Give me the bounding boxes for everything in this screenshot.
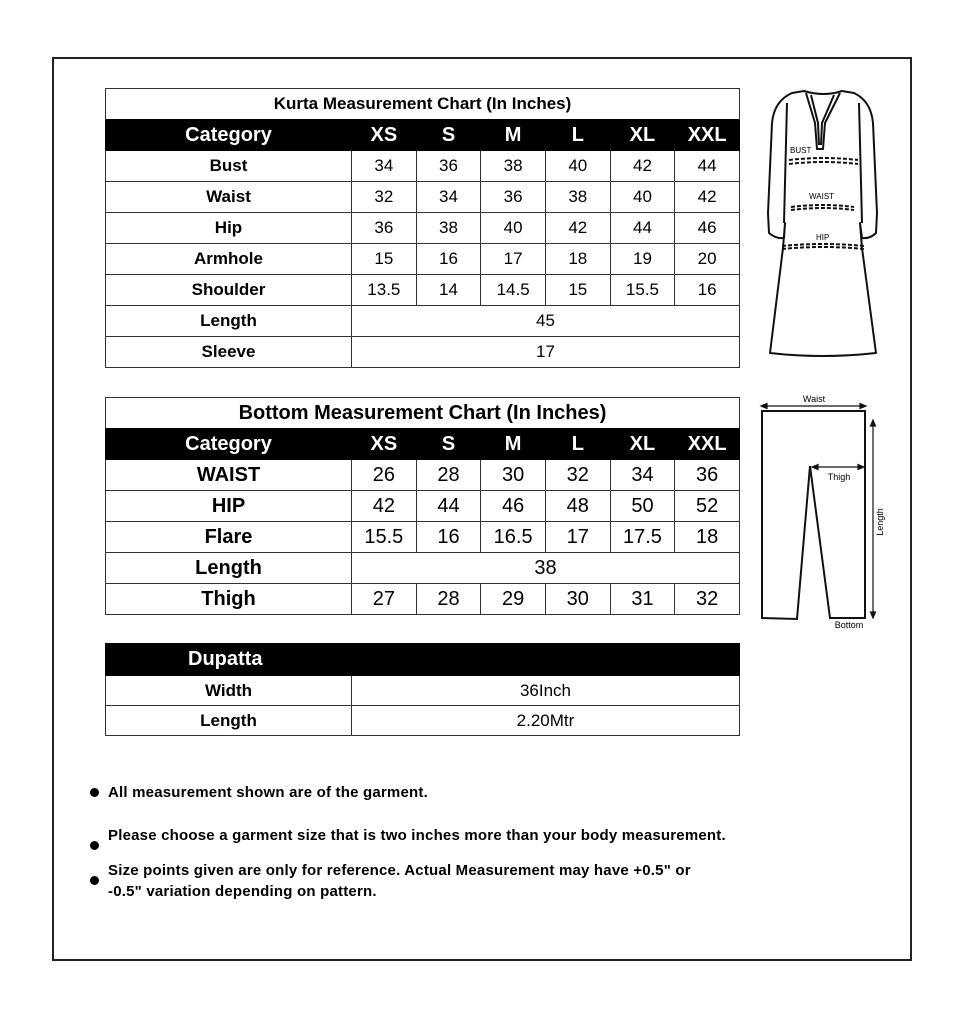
note-text: Please choose a garment size that is two inches more than your body measurement. — [108, 827, 726, 844]
bottom-header-row — [106, 429, 740, 460]
cell-value: 38 — [352, 553, 740, 584]
cell-value: 44 — [416, 491, 481, 522]
cell-value: 34 — [352, 151, 417, 182]
header-size: S — [416, 120, 481, 151]
cell-value: 13.5 — [352, 275, 417, 306]
table-row — [106, 522, 740, 553]
cell-value: 44 — [675, 151, 740, 182]
note-item — [88, 782, 728, 803]
thigh-label: Thigh — [827, 472, 851, 482]
kurta-illustration — [762, 83, 884, 363]
cell-value: 42 — [610, 151, 675, 182]
length-label: Length — [875, 508, 885, 536]
cell-value: 19 — [610, 244, 675, 275]
waist-label: Waist — [802, 394, 826, 404]
cell-value: 17 — [352, 337, 740, 368]
cell-value: 17 — [481, 244, 546, 275]
cell-value: 32 — [352, 182, 417, 213]
cell-value: 32 — [545, 460, 610, 491]
cell-value: 36 — [416, 151, 481, 182]
cell-value: 14 — [416, 275, 481, 306]
header-size: XXL — [675, 429, 740, 460]
cell-value: 52 — [675, 491, 740, 522]
bullet-icon — [90, 788, 99, 797]
cell-value: 20 — [675, 244, 740, 275]
cell-value: 36 — [675, 460, 740, 491]
cell-value: 27 — [352, 584, 417, 615]
bust-label: BUST — [790, 146, 812, 155]
cell-value: 42 — [545, 213, 610, 244]
row-label: Width — [106, 676, 352, 706]
row-label: WAIST — [106, 460, 352, 491]
cell-value: 34 — [610, 460, 675, 491]
table-row — [106, 460, 740, 491]
cell-value: 16 — [416, 244, 481, 275]
cell-value: 15 — [352, 244, 417, 275]
header-size: XL — [610, 120, 675, 151]
cell-value: 15.5 — [352, 522, 417, 553]
bullet-icon — [90, 841, 99, 850]
header-category: Category — [106, 429, 352, 460]
cell-value: 15.5 — [610, 275, 675, 306]
header-size: XS — [352, 120, 417, 151]
cell-value: 38 — [481, 151, 546, 182]
table-row — [106, 584, 740, 615]
note-text: Size points given are only for reference. Actual Measurement may have +0.5" or -0.5" variation depending on pattern. — [108, 862, 691, 900]
table-row — [106, 491, 740, 522]
cell-value: 17 — [545, 522, 610, 553]
table-row — [106, 182, 740, 213]
kurta-measurement-table — [105, 88, 740, 368]
bottom-measurement-table — [105, 397, 740, 615]
bottom-table-title: Bottom Measurement Chart (In Inches) — [106, 398, 740, 429]
table-row — [106, 151, 740, 182]
row-label: HIP — [106, 491, 352, 522]
cell-value: 40 — [545, 151, 610, 182]
cell-value: 15 — [545, 275, 610, 306]
table-row — [106, 306, 740, 337]
kurta-table-title: Kurta Measurement Chart (In Inches) — [106, 89, 740, 120]
header-size: XXL — [675, 120, 740, 151]
waist-label: WAIST — [809, 192, 835, 201]
note-text: All measurement shown are of the garment. — [108, 784, 428, 801]
row-label: Thigh — [106, 584, 352, 615]
cell-value: 50 — [610, 491, 675, 522]
header-size: L — [545, 429, 610, 460]
row-label: Flare — [106, 522, 352, 553]
cell-value: 42 — [675, 182, 740, 213]
cell-value: 48 — [545, 491, 610, 522]
cell-value: 38 — [416, 213, 481, 244]
header-size: M — [481, 120, 546, 151]
cell-value: 29 — [481, 584, 546, 615]
cell-value: 34 — [416, 182, 481, 213]
dupatta-title: Dupatta — [106, 644, 740, 676]
notes-list — [88, 782, 728, 902]
row-value: 36Inch — [352, 676, 740, 706]
row-label: Armhole — [106, 244, 352, 275]
table-row — [106, 275, 740, 306]
pants-illustration — [757, 392, 887, 632]
bullet-icon — [90, 876, 99, 885]
table-row — [106, 213, 740, 244]
cell-value: 14.5 — [481, 275, 546, 306]
cell-value: 31 — [610, 584, 675, 615]
dupatta-table — [105, 643, 740, 736]
cell-value: 26 — [352, 460, 417, 491]
note-item — [88, 825, 728, 846]
cell-value: 42 — [352, 491, 417, 522]
cell-value: 18 — [545, 244, 610, 275]
header-category: Category — [106, 120, 352, 151]
cell-value: 32 — [675, 584, 740, 615]
row-label: Length — [106, 306, 352, 337]
note-item — [88, 860, 728, 902]
cell-value: 40 — [481, 213, 546, 244]
cell-value: 16 — [675, 275, 740, 306]
table-row — [106, 553, 740, 584]
cell-value: 38 — [545, 182, 610, 213]
hip-label: HIP — [816, 233, 830, 242]
cell-value: 30 — [545, 584, 610, 615]
kurta-header-row — [106, 120, 740, 151]
header-size: S — [416, 429, 481, 460]
header-size: M — [481, 429, 546, 460]
table-row — [106, 337, 740, 368]
table-row — [106, 706, 740, 736]
cell-value: 40 — [610, 182, 675, 213]
cell-value: 36 — [352, 213, 417, 244]
row-label: Length — [106, 706, 352, 736]
cell-value: 46 — [675, 213, 740, 244]
cell-value: 30 — [481, 460, 546, 491]
table-row — [106, 244, 740, 275]
bottom-label: Bottom — [834, 620, 864, 630]
header-size: XL — [610, 429, 675, 460]
cell-value: 16.5 — [481, 522, 546, 553]
cell-value: 17.5 — [610, 522, 675, 553]
row-label: Shoulder — [106, 275, 352, 306]
cell-value: 16 — [416, 522, 481, 553]
table-row — [106, 676, 740, 706]
cell-value: 46 — [481, 491, 546, 522]
cell-value: 18 — [675, 522, 740, 553]
cell-value: 45 — [352, 306, 740, 337]
header-size: XS — [352, 429, 417, 460]
cell-value: 28 — [416, 460, 481, 491]
header-size: L — [545, 120, 610, 151]
row-label: Length — [106, 553, 352, 584]
row-label: Waist — [106, 182, 352, 213]
row-value: 2.20Mtr — [352, 706, 740, 736]
cell-value: 28 — [416, 584, 481, 615]
row-label: Hip — [106, 213, 352, 244]
cell-value: 36 — [481, 182, 546, 213]
row-label: Bust — [106, 151, 352, 182]
row-label: Sleeve — [106, 337, 352, 368]
cell-value: 44 — [610, 213, 675, 244]
